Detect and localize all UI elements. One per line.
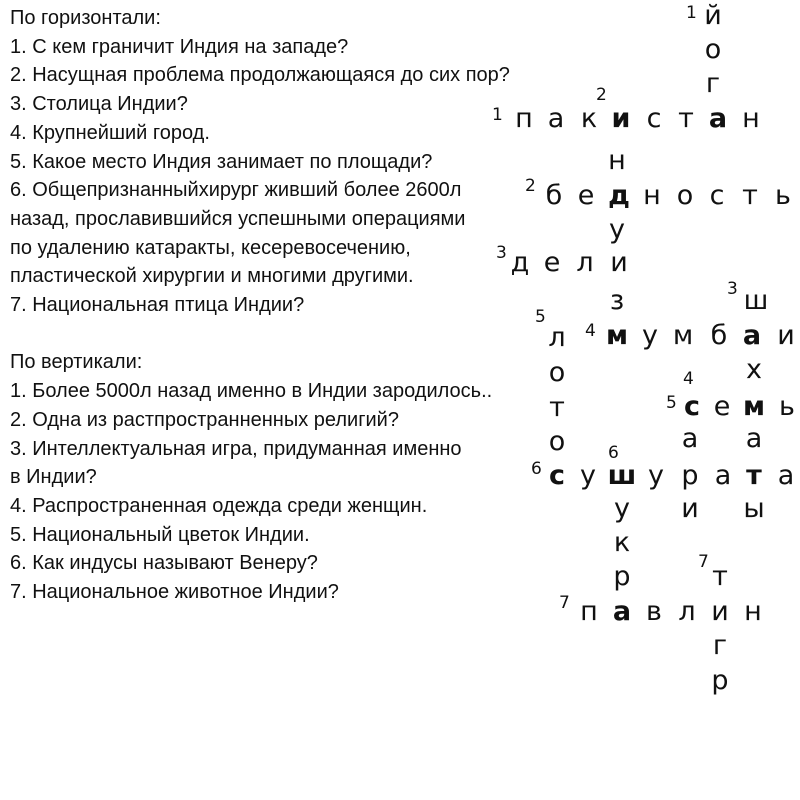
grid-cell: н xyxy=(744,596,762,627)
grid-cell: и xyxy=(681,493,699,524)
grid-cell: а xyxy=(612,596,632,627)
grid-number: 5 xyxy=(535,307,546,327)
grid-number: 2 xyxy=(596,85,607,105)
grid-cell: л xyxy=(548,322,566,353)
down-clue: 7. Национальное животное Индии? xyxy=(10,581,339,604)
grid-cell: р xyxy=(711,665,729,696)
grid-cell: е xyxy=(713,391,731,422)
grid-cell: н xyxy=(608,145,626,176)
grid-cell: у xyxy=(648,460,664,491)
grid-cell: у xyxy=(609,214,625,245)
grid-cell: с xyxy=(548,460,565,491)
grid-number: 4 xyxy=(585,321,596,341)
grid-cell: ш xyxy=(743,285,769,316)
grid-number: 3 xyxy=(727,279,738,299)
grid-cell: а xyxy=(708,103,728,134)
across-clue: 2. Насущная проблема продолжающаяся до сих пор? xyxy=(10,64,510,87)
grid-cell: ь xyxy=(775,180,791,211)
grid-cell: н xyxy=(643,180,661,211)
grid-cell: с xyxy=(646,103,662,134)
across-clue: назад, прославившийся успешными операциями xyxy=(10,207,466,230)
grid-cell: о xyxy=(548,426,566,457)
grid-cell: р xyxy=(613,561,631,592)
grid-cell: ш xyxy=(607,460,637,491)
grid-cell: й xyxy=(704,0,722,31)
grid-cell: б xyxy=(545,180,563,211)
grid-cell: к xyxy=(613,527,631,558)
across-clue: 1. С кем граничит Индия на западе? xyxy=(10,35,349,58)
grid-cell: у xyxy=(642,320,658,351)
grid-cell: е xyxy=(543,247,561,278)
grid-cell: е xyxy=(577,180,595,211)
across-clue: пластической хирургии и многими другими. xyxy=(10,265,414,288)
across-clue: 3. Столица Индии? xyxy=(10,93,188,116)
grid-cell: у xyxy=(614,493,630,524)
grid-number: 6 xyxy=(531,459,542,479)
grid-cell: а xyxy=(777,460,795,491)
grid-cell: г xyxy=(712,630,728,661)
grid-cell: а xyxy=(745,423,763,454)
grid-number: 3 xyxy=(496,243,507,263)
across-clue: по удалению катаракты, кесеревосечению, xyxy=(10,236,411,259)
grid-cell: л xyxy=(678,596,696,627)
grid-cell: м xyxy=(742,391,766,422)
grid-number: 1 xyxy=(492,105,503,125)
grid-cell: т xyxy=(549,392,565,423)
grid-number: 6 xyxy=(608,443,619,463)
grid-cell: т xyxy=(712,561,728,592)
grid-cell: т xyxy=(746,460,762,491)
grid-cell: и xyxy=(711,596,729,627)
down-clue: 4. Распространенная одежда среди женщин. xyxy=(10,494,428,517)
grid-cell: д xyxy=(510,247,530,278)
grid-cell: к xyxy=(580,103,598,134)
grid-cell: р xyxy=(681,460,699,491)
grid-cell: м xyxy=(605,320,629,351)
grid-cell: г xyxy=(705,68,721,99)
grid-cell: у xyxy=(580,460,596,491)
across-clue: 7. Национальная птица Индии? xyxy=(10,294,305,317)
grid-number: 2 xyxy=(525,176,536,196)
grid-number: 7 xyxy=(698,552,709,572)
down-heading: По вертикали: xyxy=(10,351,143,374)
grid-cell: б xyxy=(710,320,728,351)
grid-cell: н xyxy=(742,103,760,134)
across-clue: 5. Какое место Индия занимает по площади? xyxy=(10,150,433,173)
grid-cell: х xyxy=(746,354,762,385)
grid-cell: о xyxy=(676,180,694,211)
grid-number: 5 xyxy=(666,393,677,413)
grid-cell: а xyxy=(714,460,732,491)
grid-cell: т xyxy=(678,103,694,134)
down-clue: 2. Одна из растпространненных религий? xyxy=(10,408,399,431)
grid-cell: а xyxy=(681,423,699,454)
grid-cell: в xyxy=(646,596,662,627)
grid-number: 1 xyxy=(686,3,697,23)
grid-cell: ы xyxy=(743,493,765,524)
across-clue: 6. Общепризнанныйхирург живший более 2600л xyxy=(10,179,462,202)
grid-cell: с xyxy=(683,391,700,422)
grid-cell: ь xyxy=(779,391,795,422)
grid-cell: о xyxy=(704,34,722,65)
grid-cell: с xyxy=(709,180,725,211)
down-clue: 3. Интеллектуальная игра, придуманная именно xyxy=(10,437,462,460)
grid-cell: а xyxy=(547,103,565,134)
grid-cell: о xyxy=(548,357,566,388)
grid-cell: л xyxy=(576,247,594,278)
grid-cell: и xyxy=(610,247,628,278)
down-clue: 5. Национальный цветок Индии. xyxy=(10,523,310,546)
grid-number: 7 xyxy=(559,593,570,613)
across-heading: По горизонтали: xyxy=(10,7,161,29)
grid-cell: и xyxy=(777,320,795,351)
across-clue: 4. Крупнейший город. xyxy=(10,121,210,144)
grid-cell: д xyxy=(608,180,630,211)
grid-cell: и xyxy=(611,103,631,134)
grid-number: 4 xyxy=(683,369,694,389)
grid-cell: м xyxy=(672,320,694,351)
grid-cell: а xyxy=(742,320,762,351)
grid-cell: т xyxy=(742,180,758,211)
down-clue: 6. Как индусы называют Венеру? xyxy=(10,552,318,575)
grid-cell: з xyxy=(609,285,625,316)
down-clue: 1. Более 5000л назад именно в Индии зародилось.. xyxy=(10,380,493,403)
down-clue: в Индии? xyxy=(10,466,97,489)
grid-cell: п xyxy=(515,103,533,134)
grid-cell: п xyxy=(580,596,598,627)
